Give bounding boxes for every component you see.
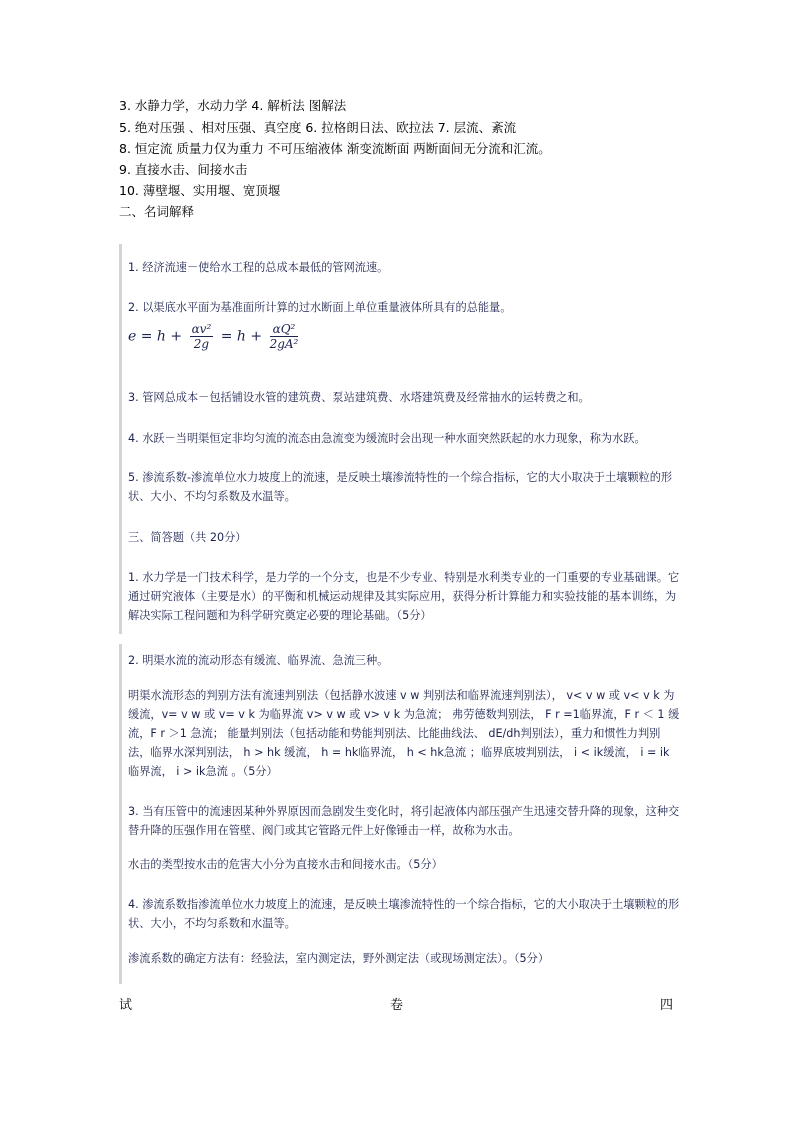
answer-line-10: 10. 薄壁堰、实用堰、宽顶堰	[119, 183, 281, 198]
formula-mid: = h +	[220, 328, 263, 345]
answer-line-8: 8. 恒定流 质量力仅为重力 不可压缩液体 渐变流断面 两断面间无分流和汇流。	[119, 141, 551, 156]
definition-3: 3. 管网总成本－包括铺设水管的建筑费、泵站建筑费、水塔建筑费及经常抽水的运转费之和。	[128, 391, 590, 404]
answer-q1: 1. 水力学是一门技术科学，是力学的一个分支，也是不少专业、特别是水利类专业的一门重要的专业基础课。它通过研究液体（主要是水）的平衡和机械运动规律及其实际应用，获得分析计算能力和实验技能的基本训练，为解决实际工程问题和为科学研究奠定必要的理论基础。（5分）	[128, 571, 680, 622]
definition-4: 4. 水跃－当明渠恒定非均匀流的流态由急流变为缓流时会出现一种水面突然跃起的水力现象，称为水跃。	[128, 432, 646, 445]
fraction-2-num: αQ²	[270, 322, 299, 337]
short-answers-block	[119, 644, 688, 984]
answer-line-3-4: 3. 水静力学，水动力学 4. 解析法 图解法	[119, 98, 347, 113]
footer-char-2: 卷	[390, 998, 404, 1013]
fraction-1-num: αv²	[191, 322, 212, 336]
section-title-definitions: 二、名词解释	[119, 204, 195, 219]
fraction-2-den: 2gA²	[269, 337, 299, 351]
answer-q2-body: 明渠水流形态的判别方法有流速判别法（包括静水波速 v w 判别法和临界流速判别法）， v< v w 或 v< v k 为缓流，v= v w 或 v= v k 为临界流 v> v w 或 v> v k 为急流； 弗劳德数判别法， F r =1临界流，F r ＜ 1 缓流，F r ＞1 急流； 能量判别法（包括动能和势能判别法、比能曲线法、 dE/dh判别法），重力和惯性力判别法，临界水深判别法， h > hk 缓流， h = hk临界流， h < hk急流 ；临界底坡判别法， i < ik缓流， i = ik临界流， i > ik急流 。（5分）	[128, 689, 680, 778]
answer-q3-types: 水击的类型按水击的危害大小分为直接水击和间接水击。（5分）	[128, 858, 443, 871]
answer-line-5-7: 5. 绝对压强 、相对压强、真空度 6. 拉格朗日法、欧拉法 7. 层流、紊流	[119, 120, 517, 135]
formula-lhs: e = h +	[128, 328, 183, 345]
footer-char-3: 四	[660, 998, 674, 1013]
fraction-1-den: 2g	[193, 337, 210, 351]
definitions-block	[119, 244, 688, 634]
section-title-short-answer: 三、简答题（共 20分）	[128, 531, 247, 544]
fraction-2	[270, 322, 299, 351]
footer-char-1: 试	[119, 998, 133, 1013]
energy-formula	[128, 322, 301, 351]
answer-q2-head: 2. 明渠水流的流动形态有缓流、临界流、急流三种。	[128, 654, 389, 667]
answer-q4-methods: 渗流系数的确定方法有：经验法，室内测定法，野外测定法（或现场测定法）。（5分）	[128, 952, 550, 965]
definition-2: 2. 以渠底水平面为基准面所计算的过水断面上单位重量液体所具有的总能量。	[128, 301, 512, 314]
answer-q3: 3. 当有压管中的流速因某种外界原因而急剧发生变化时，将引起液体内部压强产生迅速交替升降的现象，这种交替升降的压强作用在管壁、阀门或其它管路元件上好像锤击一样，故称为水击。	[128, 805, 680, 837]
definition-5: 5. 渗流系数-渗流单位水力坡度上的流速，是反映土壤渗流特性的一个综合指标，它的大小取决于土壤颗粒的形状、大小、不均匀系数及水温等。	[128, 471, 673, 503]
fraction-1	[190, 322, 214, 351]
answer-line-9: 9. 直接水击、间接水击	[119, 162, 248, 177]
definition-1: 1. 经济流速－使给水工程的总成本最低的管网流速。	[128, 261, 389, 274]
answer-q4: 4. 渗流系数指渗流单位水力坡度上的流速，是反映土壤渗流特性的一个综合指标，它的大小取决于土壤颗粒的形状、大小，不均匀系数和水温等。	[128, 898, 680, 930]
